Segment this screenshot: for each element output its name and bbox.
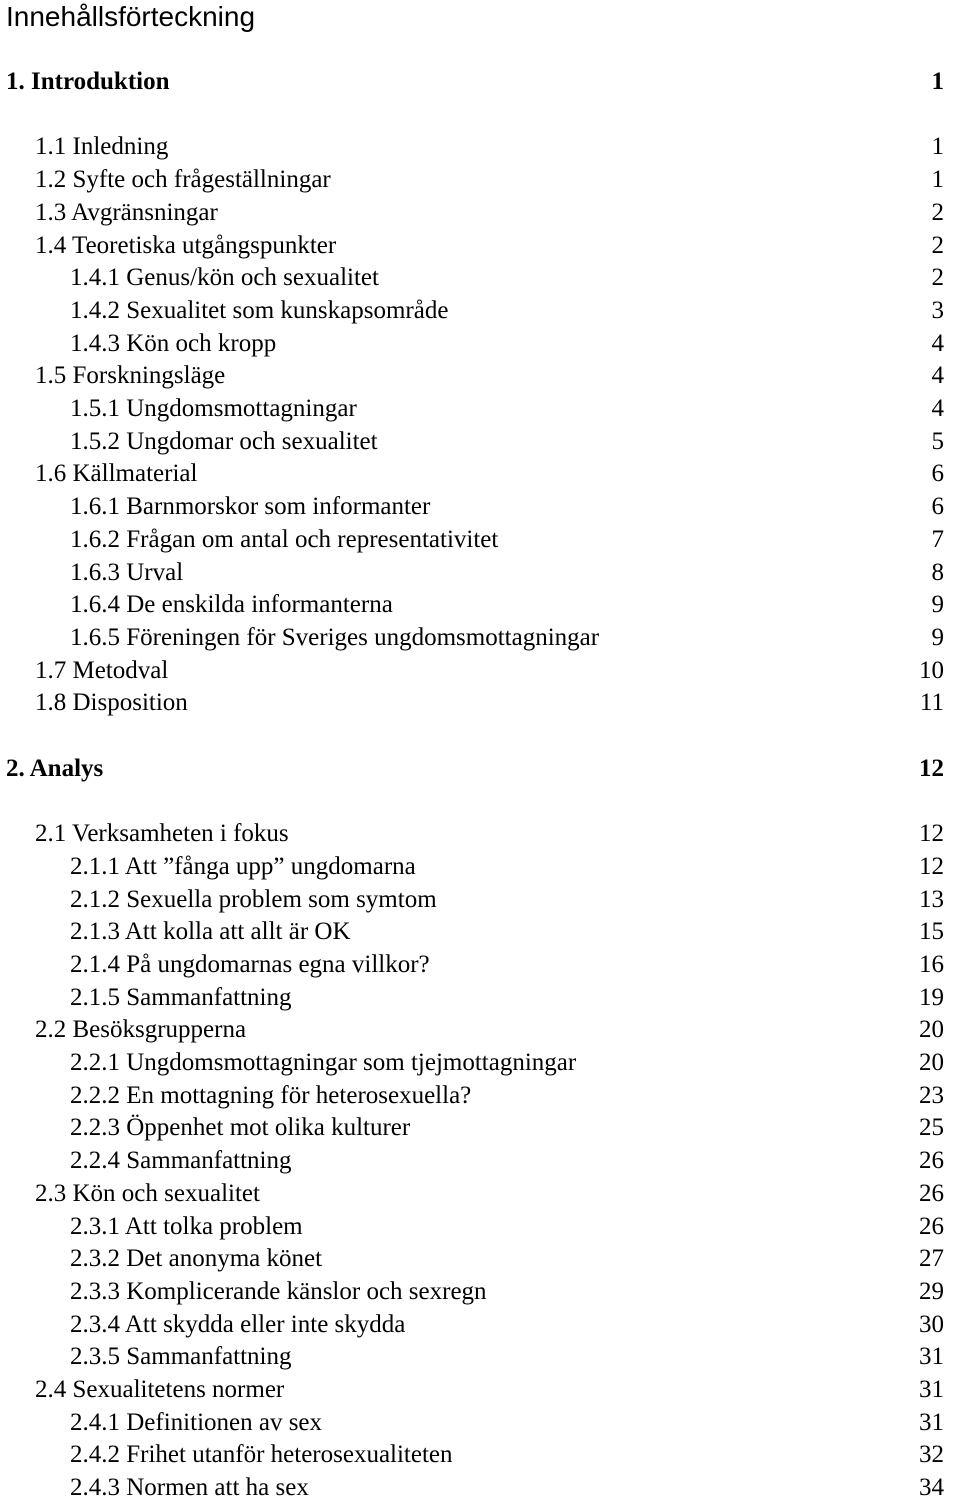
toc-entry[interactable] bbox=[0, 426, 960, 458]
toc-entry-label: 2.2.2 En mottagning för heterosexuella? bbox=[70, 1082, 472, 1109]
toc-entry[interactable] bbox=[0, 360, 960, 392]
toc-entry-label: 1.6.3 Urval bbox=[70, 559, 184, 586]
toc-entry-label: 2.3.4 Att skydda eller inte skydda bbox=[70, 1311, 406, 1338]
toc-entry-page-number: 31 bbox=[919, 1376, 944, 1403]
toc-entry-label: 2.1.2 Sexuella problem som symtom bbox=[70, 886, 437, 913]
toc-entry-label: 2. Analys bbox=[6, 755, 104, 782]
toc-entry[interactable] bbox=[0, 589, 960, 621]
toc-entry[interactable] bbox=[0, 622, 960, 654]
toc-entry[interactable] bbox=[0, 491, 960, 523]
toc-entry-page-number: 2 bbox=[931, 199, 944, 226]
toc-entry-page-number: 16 bbox=[919, 951, 944, 978]
toc-entry-page-number: 6 bbox=[931, 460, 944, 487]
toc-entry-page-number: 10 bbox=[919, 657, 944, 684]
toc-entry-page-number: 12 bbox=[919, 853, 944, 880]
toc-entry[interactable] bbox=[0, 458, 960, 490]
toc-chapter-entry[interactable] bbox=[0, 66, 960, 98]
toc-entry[interactable] bbox=[0, 1243, 960, 1275]
toc-entry-page-number: 27 bbox=[919, 1245, 944, 1272]
toc-entry[interactable] bbox=[0, 1374, 960, 1406]
toc-entry-page-number: 31 bbox=[919, 1409, 944, 1436]
toc-entry[interactable] bbox=[0, 687, 960, 719]
toc-entry[interactable] bbox=[0, 1211, 960, 1243]
toc-entry[interactable] bbox=[0, 655, 960, 687]
toc-entry-label: 2.2.1 Ungdomsmottagningar som tjejmottagningar bbox=[70, 1049, 577, 1076]
toc-entry-page-number: 20 bbox=[919, 1016, 944, 1043]
toc-entry[interactable] bbox=[0, 1309, 960, 1341]
toc-entry[interactable] bbox=[0, 1341, 960, 1373]
toc-entry[interactable] bbox=[0, 1112, 960, 1144]
toc-entry[interactable] bbox=[0, 1407, 960, 1439]
toc-entry-label: 2.4.1 Definitionen av sex bbox=[70, 1409, 323, 1436]
toc-entry-label: 1.4.2 Sexualitet som kunskapsområde bbox=[70, 297, 449, 324]
toc-entry-label: 2.4.2 Frihet utanför heterosexualiteten bbox=[70, 1441, 453, 1468]
toc-entry-page-number: 5 bbox=[931, 428, 944, 455]
toc-entry-page-number: 31 bbox=[919, 1343, 944, 1370]
toc-entry-label: 1.6.4 De enskilda informanterna bbox=[70, 591, 393, 618]
toc-entry-label: 1.5 Forskningsläge bbox=[35, 362, 226, 389]
toc-entry-page-number: 29 bbox=[919, 1278, 944, 1305]
toc-entry-page-number: 15 bbox=[919, 918, 944, 945]
toc-entry-page-number: 9 bbox=[931, 624, 944, 651]
toc-entry-label: 1.1 Inledning bbox=[35, 133, 169, 160]
toc-entry[interactable] bbox=[0, 916, 960, 948]
toc-entry-page-number: 4 bbox=[931, 395, 944, 422]
toc-entry[interactable] bbox=[0, 818, 960, 850]
toc-entry-page-number: 4 bbox=[931, 330, 944, 357]
toc-entry-label: 2.3.2 Det anonyma könet bbox=[70, 1245, 323, 1272]
toc-entry-label: 1.6.2 Frågan om antal och representativitet bbox=[70, 526, 499, 553]
toc-entry-label: 2.2 Besöksgrupperna bbox=[35, 1016, 247, 1043]
toc-entry-label: 2.1.5 Sammanfattning bbox=[70, 984, 292, 1011]
toc-entry-page-number: 12 bbox=[919, 820, 944, 847]
toc-entry-page-number: 30 bbox=[919, 1311, 944, 1338]
toc-entry-label: 1.6.1 Barnmorskor som informanter bbox=[70, 493, 431, 520]
toc-entry[interactable] bbox=[0, 557, 960, 589]
toc-entry-page-number: 26 bbox=[919, 1147, 944, 1174]
toc-entry-page-number: 2 bbox=[931, 232, 944, 259]
toc-entry-page-number: 4 bbox=[931, 362, 944, 389]
page-title: Innehållsförteckning bbox=[6, 1, 256, 32]
toc-entry-label: 2.2.4 Sammanfattning bbox=[70, 1147, 292, 1174]
toc-entry-label: 1.8 Disposition bbox=[35, 689, 188, 716]
toc-entry-page-number: 9 bbox=[931, 591, 944, 618]
toc-entry-page-number: 34 bbox=[919, 1474, 944, 1501]
toc-entry-label: 2.3.5 Sammanfattning bbox=[70, 1343, 292, 1370]
toc-entry[interactable] bbox=[0, 295, 960, 327]
toc-chapter-entry[interactable] bbox=[0, 753, 960, 785]
toc-entry-label: 1.2 Syfte och frågeställningar bbox=[35, 166, 331, 193]
toc-entry-page-number: 8 bbox=[931, 559, 944, 586]
toc-entry-label: 1.6.5 Föreningen för Sveriges ungdomsmottagningar bbox=[70, 624, 600, 651]
toc-entry-label: 2.3.1 Att tolka problem bbox=[70, 1213, 303, 1240]
toc-entry-page-number: 32 bbox=[919, 1441, 944, 1468]
toc-entry[interactable] bbox=[0, 1145, 960, 1177]
toc-entry-page-number: 6 bbox=[931, 493, 944, 520]
toc-entry-label: 2.2.3 Öppenhet mot olika kulturer bbox=[70, 1114, 411, 1141]
toc-entry[interactable] bbox=[0, 131, 960, 163]
toc-entry-label: 1.4 Teoretiska utgångspunkter bbox=[35, 232, 337, 259]
toc-entry-label: 2.3 Kön och sexualitet bbox=[35, 1180, 260, 1207]
toc-entry-page-number: 1 bbox=[931, 68, 944, 95]
toc-entry-label: 2.1.1 Att ”fånga upp” ungdomarna bbox=[70, 853, 416, 880]
toc-entry-label: 2.4.3 Normen att ha sex bbox=[70, 1474, 309, 1501]
toc-entry-page-number: 12 bbox=[919, 755, 944, 782]
toc-entry[interactable] bbox=[0, 524, 960, 556]
toc-entry-label: 2.4 Sexualitetens normer bbox=[35, 1376, 285, 1403]
toc-entry-page-number: 20 bbox=[919, 1049, 944, 1076]
toc-entry-label: 1.4.3 Kön och kropp bbox=[70, 330, 277, 357]
toc-entry-label: 2.1.3 Att kolla att allt är OK bbox=[70, 918, 351, 945]
toc-entry-label: 1.5.2 Ungdomar och sexualitet bbox=[70, 428, 378, 455]
toc-entry-page-number: 11 bbox=[919, 689, 944, 716]
toc-entry[interactable] bbox=[0, 328, 960, 360]
toc-entry-label: 1. Introduktion bbox=[6, 68, 170, 95]
toc-entry-page-number: 13 bbox=[919, 886, 944, 913]
toc-entry-page-number: 2 bbox=[931, 264, 944, 291]
toc-entry-page-number: 3 bbox=[931, 297, 944, 324]
toc-entry[interactable] bbox=[0, 851, 960, 883]
toc-entry-page-number: 26 bbox=[919, 1180, 944, 1207]
toc-entry[interactable] bbox=[0, 1047, 960, 1079]
toc-entry-label: 2.1 Verksamheten i fokus bbox=[35, 820, 289, 847]
toc-entry[interactable] bbox=[0, 1178, 960, 1210]
toc-entry-label: 1.7 Metodval bbox=[35, 657, 169, 684]
toc-entry[interactable] bbox=[0, 1014, 960, 1046]
toc-entry-label: 2.3.3 Komplicerande känslor och sexregn bbox=[70, 1278, 487, 1305]
toc-entry[interactable] bbox=[0, 1276, 960, 1308]
toc-entry[interactable] bbox=[0, 982, 960, 1014]
toc-entry-label: 1.4.1 Genus/kön och sexualitet bbox=[70, 264, 379, 291]
toc-entry-page-number: 23 bbox=[919, 1082, 944, 1109]
toc-entry[interactable] bbox=[0, 197, 960, 229]
toc-entry-label: 1.5.1 Ungdomsmottagningar bbox=[70, 395, 357, 422]
toc-entry[interactable] bbox=[0, 393, 960, 425]
toc-entry-page-number: 26 bbox=[919, 1213, 944, 1240]
toc-entry-label: 2.1.4 På ungdomarnas egna villkor? bbox=[70, 951, 430, 978]
toc-entry[interactable] bbox=[0, 164, 960, 196]
toc-entry-page-number: 1 bbox=[931, 166, 944, 193]
toc-entry-page-number: 25 bbox=[919, 1114, 944, 1141]
toc-entry-page-number: 7 bbox=[931, 526, 944, 553]
toc-entry[interactable] bbox=[0, 1080, 960, 1112]
toc-entry[interactable] bbox=[0, 949, 960, 981]
toc-entry-page-number: 1 bbox=[931, 133, 944, 160]
toc-entry[interactable] bbox=[0, 1439, 960, 1471]
toc-entry-page-number: 19 bbox=[919, 984, 944, 1011]
toc-entry-label: 1.3 Avgränsningar bbox=[35, 199, 218, 226]
toc-entry-label: 1.6 Källmaterial bbox=[35, 460, 198, 487]
toc-entry[interactable] bbox=[0, 1472, 960, 1504]
toc-entry[interactable] bbox=[0, 884, 960, 916]
toc-entry[interactable] bbox=[0, 262, 960, 294]
toc-entry[interactable] bbox=[0, 230, 960, 262]
